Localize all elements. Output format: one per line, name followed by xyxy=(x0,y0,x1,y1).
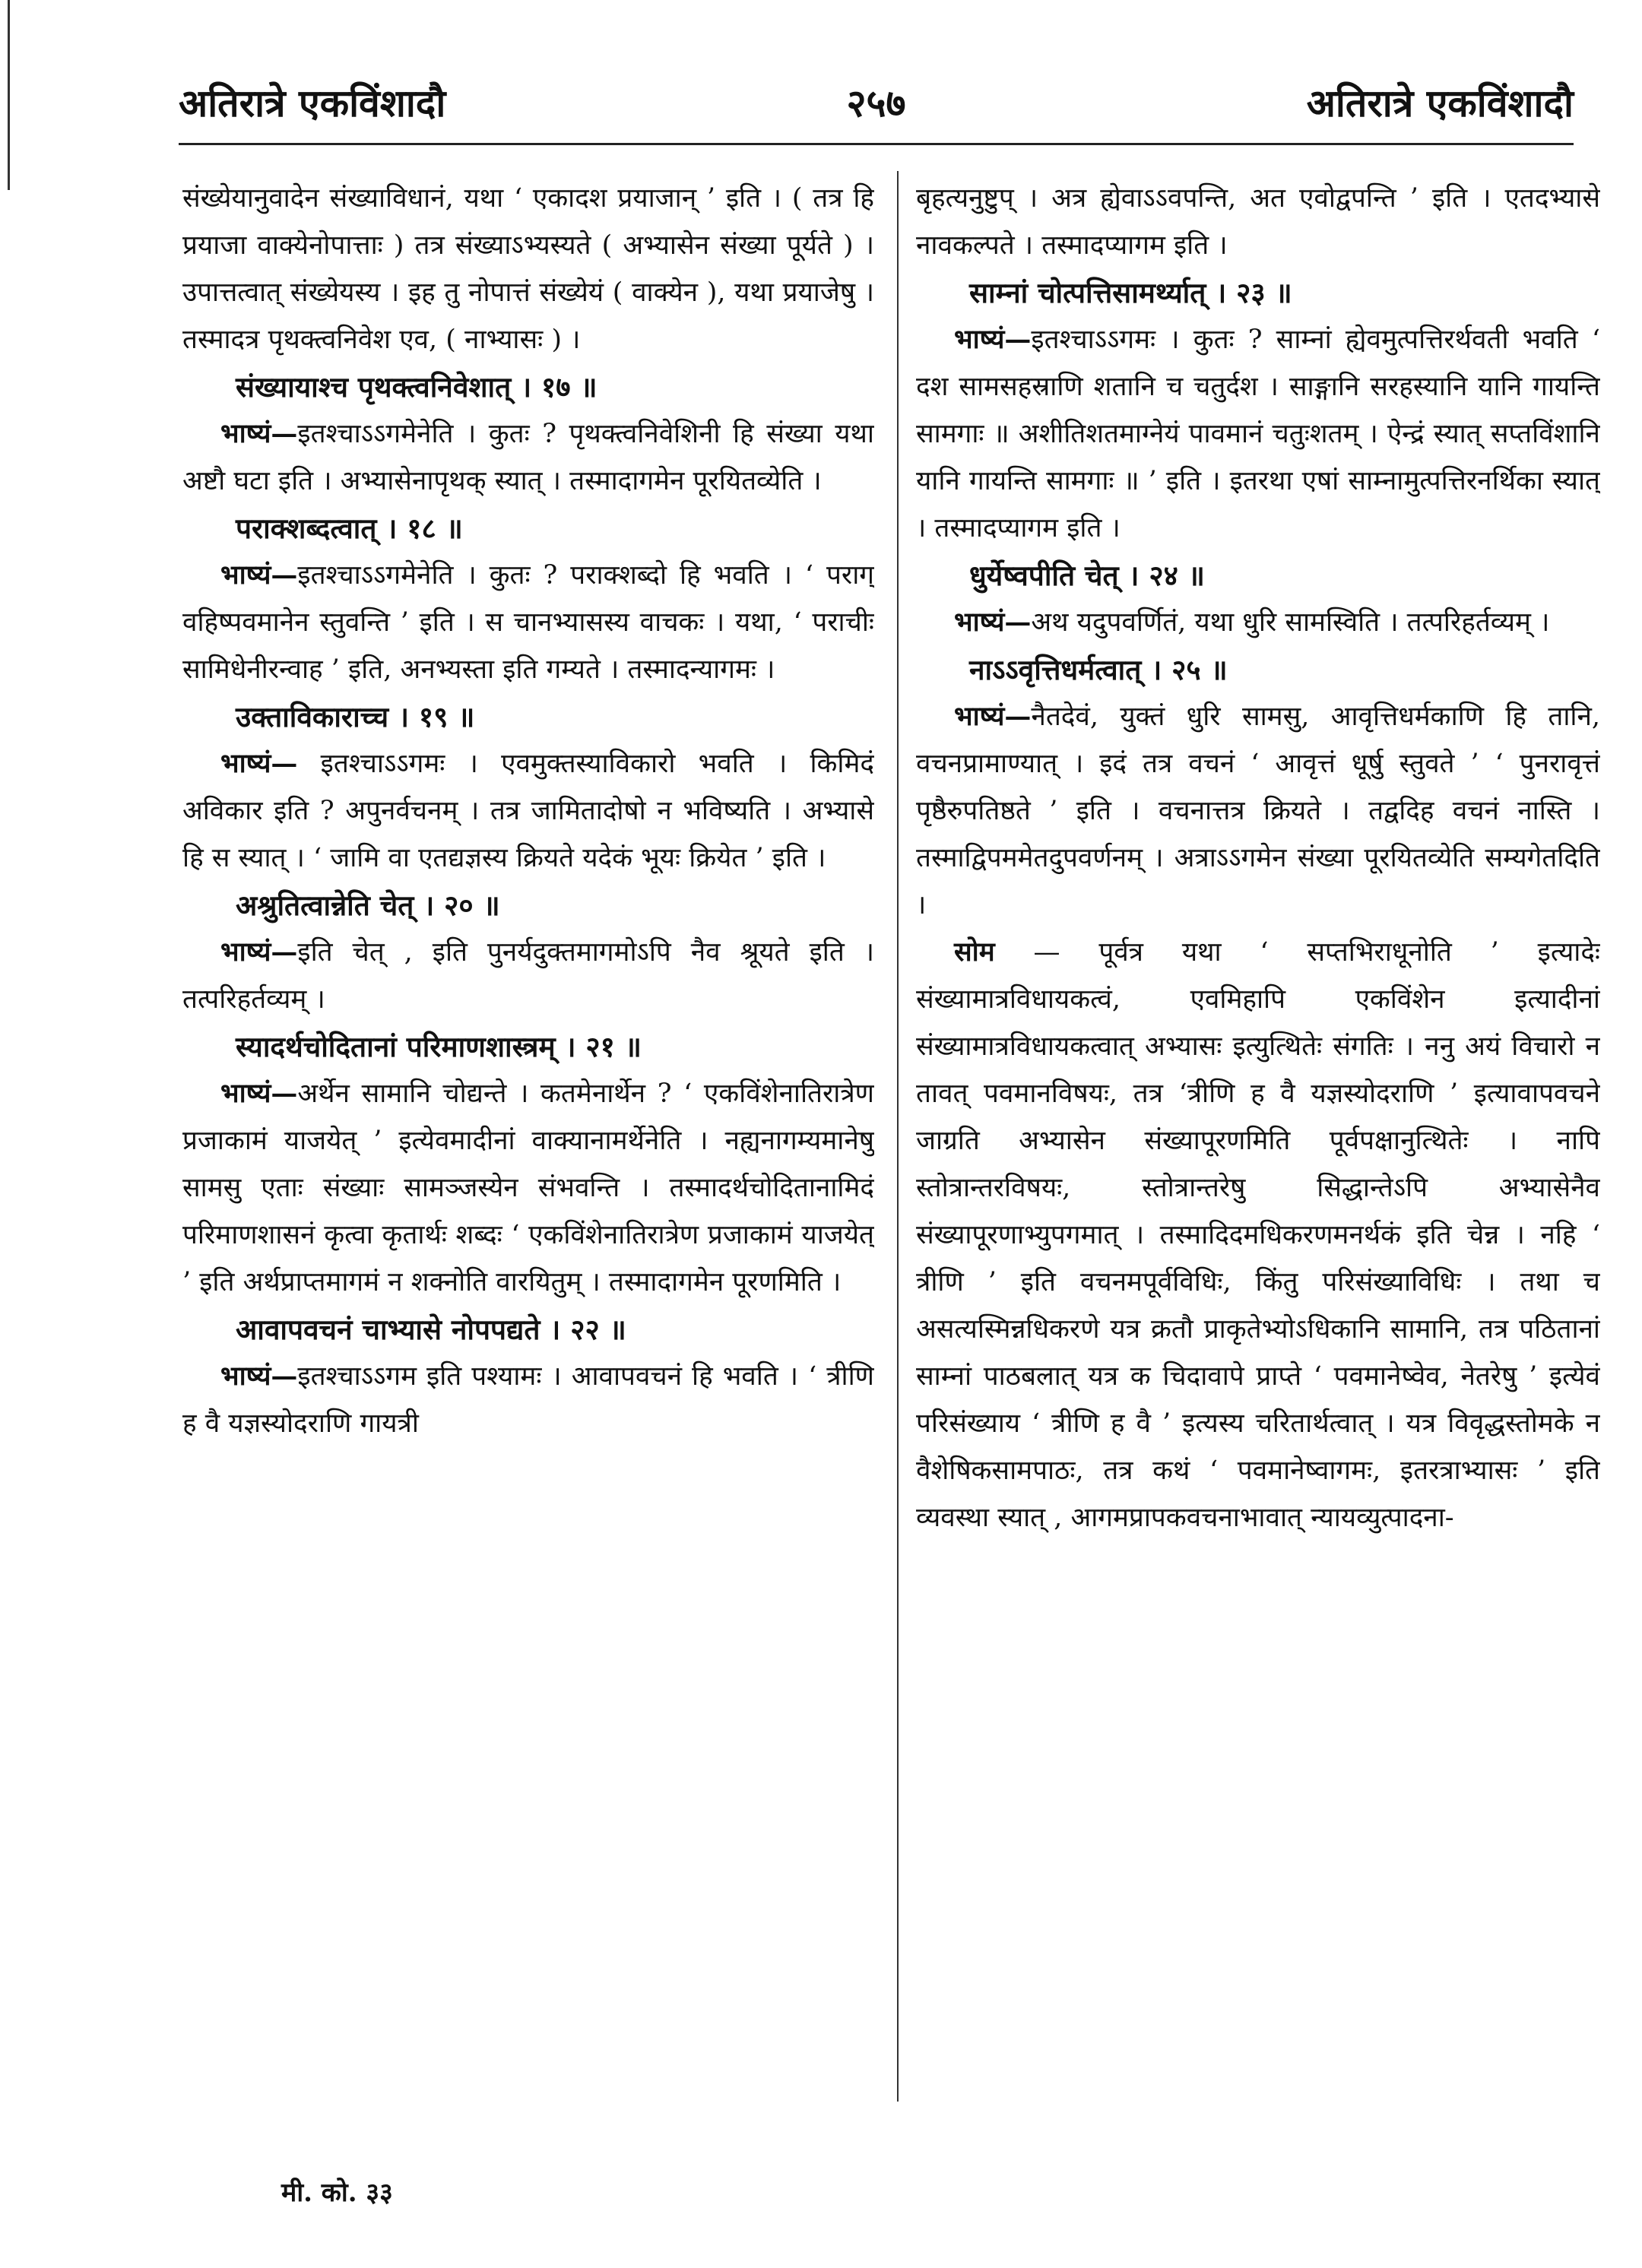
sutra-heading: नाऽऽवृत्तिधर्मत्वात् । २५ ॥ xyxy=(969,653,1228,686)
sutra-heading: अश्रुतित्वान्नेति चेत् । २० ॥ xyxy=(236,889,500,922)
bhashya-label: भाष्यं— xyxy=(220,936,298,968)
sutra-heading: स्यादर्थचोदितानां परिमाणशास्त्रम् । २१ ॥ xyxy=(236,1030,642,1063)
right-column xyxy=(916,175,1600,2075)
paragraph-text: अथ यदुपवर्णितं, यथा धुरि सामस्विति । तत्परिहर्तव्यम् । xyxy=(1031,607,1550,638)
paragraph-text: — पूर्वत्र यथा ‘ सप्तभिराधूनोति ’ इत्यादेः संख्यामात्रविधायकत्वं, एवमिहापि एकविंशेन इत्यादीनां संख्यामात्रविधायकत्वात् अभ्यासः इत्युत्थितेः संगतिः । ननु अयं विचारो न तावत् पवमानविषयः, तत्र ‘त्रीणि ह वै यज्ञस्योदराणि ’ इत्यावापवचने जाग्रति अभ्यासेन संख्यापूरणमिति पूर्वपक्षानुत्थितेः । नापि स्तोत्रान्तरविषयः, स्तोत्रान्तरेषु सिद्धान्तेऽपि अभ्यासेनैव संख्यापूरणाभ्युपगमात् । तस्मादिदमधिकरणमनर्थकं इति चेन्न । नहि ‘ त्रीणि ’ इति वचनमपूर्वविधिः, किंतु परिसंख्याविधिः । तथा च असत्यस्मिन्नधिकरणे यत्र क्रतौ प्राकृतेभ्योऽधिकानि सामानि, तत्र पठितानां साम्नां पाठबलात् यत्र क चिदावापे प्राप्ते ‘ पवमानेष्वेव, नेतरेषु ’ इत्येवं परिसंख्याय ‘ त्रीणि ह वै ’ इत्यस्य चरितार्थत्वात् । यत्र विवृद्धस्तोमके न वैशेषिकसामपाठः, तत्र कथं ‘ पवमानेष्वागमः, इतरत्राभ्यासः ’ इति व्यवस्था स्यात् , आगमप्रापकवचनाभावात् न्यायव्युत्पादना- xyxy=(916,937,1600,1533)
commentary-label: सोम xyxy=(954,936,995,968)
paragraph-text: इतश्चाऽऽगम इति पश्यामः । आवापवचनं हि भवति । ‘ त्रीणि ह वै यज्ञस्योदराणि गायत्री xyxy=(182,1361,874,1439)
bhashya-paragraph xyxy=(916,599,1600,646)
sutra-heading: धुर्येष्वपीति चेत् । २४ ॥ xyxy=(969,559,1205,592)
paragraph-text: इतश्चाऽऽगमेनेति । कुतः ? पराक्शब्दो हि भवति । ‘ पराग् वहिष्पवमानेन स्तुवन्ति ’ इति । स चानभ्यासस्य वाचकः । यथा, ‘ पराचीः सामिधेनीरन्वाह ’ इति, अनभ्यस्ता इति गम्यते । तस्मादन्यागमः । xyxy=(182,560,874,685)
header-rule xyxy=(179,143,1574,145)
text-paragraph: संख्येयानुवादेन संख्याविधानं, यथा ‘ एकादश प्रयाजान् ’ इति । ( तत्र हि प्रयाजा वाक्येनोपात्ताः ) तत्र संख्याऽभ्यस्यते ( अभ्यासेन संख्या पूर्यते ) । उपात्तत्वात् संख्येयस्य । इह तु नोपात्तं संख्येयं ( वाक्येन ), यथा प्रयाजेषु । तस्मादत्र पृथक्त्वनिवेश एव, ( नाभ्यासः ) । xyxy=(182,183,874,355)
text-paragraph: बृहत्यनुष्टुप् । अत्र ह्येवाऽऽवपन्ति, अत एवोद्वपन्ति ’ इति । एतदभ्यासे नावकल्पते । तस्मादप्यागम इति । xyxy=(916,183,1600,261)
bhashya-label: भाष्यं— xyxy=(220,559,298,591)
paragraph-text: अर्थेन सामानि चोद्यन्ते । कतमेनार्थेन ? ‘ एकविंशेनातिरात्रेण प्रजाकामं याजयेत् ’ इत्येवमादीनां वाक्यानामर्थेनेति । नह्यनागम्यमानेषु सामसु एताः संख्याः सामञ्जस्येन संभवन्ति । तस्मादर्थचोदितानामिदं परिमाणशासनं कृत्वा कृतार्थः शब्दः ‘ एकविंशेनातिरात्रेण प्रजाकामं याजयेत् ’ इति अर्थप्राप्तमागमं न शक्नोति वारयितुम् । तस्मादागमेन पूरणमिति । xyxy=(182,1079,874,1297)
paragraph-text: नैतदेवं, युक्तं धुरि सामसु, आवृत्तिधर्मकाणि हि तानि, वचनप्रामाण्यात् । इदं तत्र वचनं ‘ आवृत्तं धूर्षु स्तुवते ’ ‘ पुनरावृत्तं पृष्ठैरुपतिष्ठते ’ इति । वचनात्तत्र क्रियते । तद्वदिह वचनं नास्ति । तस्माद्विपममेतदुपवर्णनम् । अत्राऽऽगमेन संख्या पूरयितव्येति सम्यगेतदिति । xyxy=(916,702,1600,920)
bhashya-paragraph xyxy=(182,552,874,693)
paragraph-text: इतश्चाऽऽगमः । एवमुक्तस्याविकारो भवति । किमिदं अविकार इति ? अपुनर्वचनम् । तत्र जामितादोषो न भविष्यति । अभ्यासे हि स स्यात् । ‘ जामि वा एतद्यज्ञस्य क्रियते यदेकं भूयः क्रियेत ’ इति । xyxy=(182,749,874,873)
bhashya-label: भाष्यं— xyxy=(220,748,298,779)
commentary-paragraph xyxy=(916,929,1600,1541)
page-header xyxy=(179,61,1574,144)
column-divider xyxy=(897,171,899,2102)
paragraph-text: इतश्चाऽऽगमेनेति । कुतः ? पृथक्त्वनिवेशिनी हि संख्या यथा अष्टौ घटा इति । अभ्यासेनापृथक् स्यात् । तस्मादागमेन पूरयितव्येति । xyxy=(182,419,874,496)
bhashya-paragraph xyxy=(182,1070,874,1306)
bhashya-paragraph xyxy=(182,410,874,505)
sutra-heading: संख्यायाश्च पृथक्त्वनिवेशात् । १७ ॥ xyxy=(236,370,598,404)
page-number: २५७ xyxy=(846,81,906,125)
bhashya-label: भाष्यं— xyxy=(220,1078,298,1109)
sutra-heading: उक्ताविकाराच्च । १९ ॥ xyxy=(236,700,475,733)
sutra-heading: पराक्शब्दत्वात् । १८ ॥ xyxy=(236,512,463,545)
page-edge-line xyxy=(8,0,10,190)
bhashya-label: भाष्यं— xyxy=(220,1360,298,1392)
bhashya-label: भाष्यं— xyxy=(954,701,1032,732)
bhashya-label: भाष्यं— xyxy=(954,324,1032,355)
bhashya-paragraph xyxy=(182,740,874,882)
sutra-heading: आवापवचनं चाभ्यासे नोपपद्यते । २२ ॥ xyxy=(236,1313,626,1346)
running-title-right: अतिरात्रे एकविंशादौ xyxy=(1306,81,1574,125)
running-title-left: अतिरात्रे एकविंशादौ xyxy=(179,81,446,125)
paragraph-text: इतश्चाऽऽगमः । कुतः ? साम्नां ह्येवमुत्पत्तिरर्थवती भवति ‘ दश सामसहस्राणि शतानि च चतुर्दश । साङ्गानि सरहस्यानि यानि गायन्ति सामगाः ॥ अशीतिशतमाग्नेयं पावमानं चतुःशतम् । ऐन्द्रं स्यात् सप्तविंशानि यानि गायन्ति सामगाः ॥ ’ इति । इतरथा एषां साम्नामुत्पत्तिरनर्थिका स्यात् । तस्मादप्यागम इति । xyxy=(916,325,1600,543)
bhashya-label: भाष्यं— xyxy=(954,607,1032,638)
bhashya-paragraph xyxy=(182,929,874,1023)
bhashya-paragraph xyxy=(916,316,1600,552)
signature-mark: मी. को. ३३ xyxy=(281,2178,393,2208)
bhashya-paragraph xyxy=(182,1353,874,1447)
left-column xyxy=(182,175,874,2075)
paragraph-text: इति चेत् , इति पुनर्यदुक्तमागमोऽपि नैव श्रूयते इति । तत्परिहर्तव्यम् । xyxy=(182,937,874,1015)
bhashya-paragraph xyxy=(916,693,1600,929)
sutra-heading: साम्नां चोत्पत्तिसामर्थ्यात् । २३ ॥ xyxy=(969,276,1292,309)
bhashya-label: भाष्यं— xyxy=(220,418,298,449)
